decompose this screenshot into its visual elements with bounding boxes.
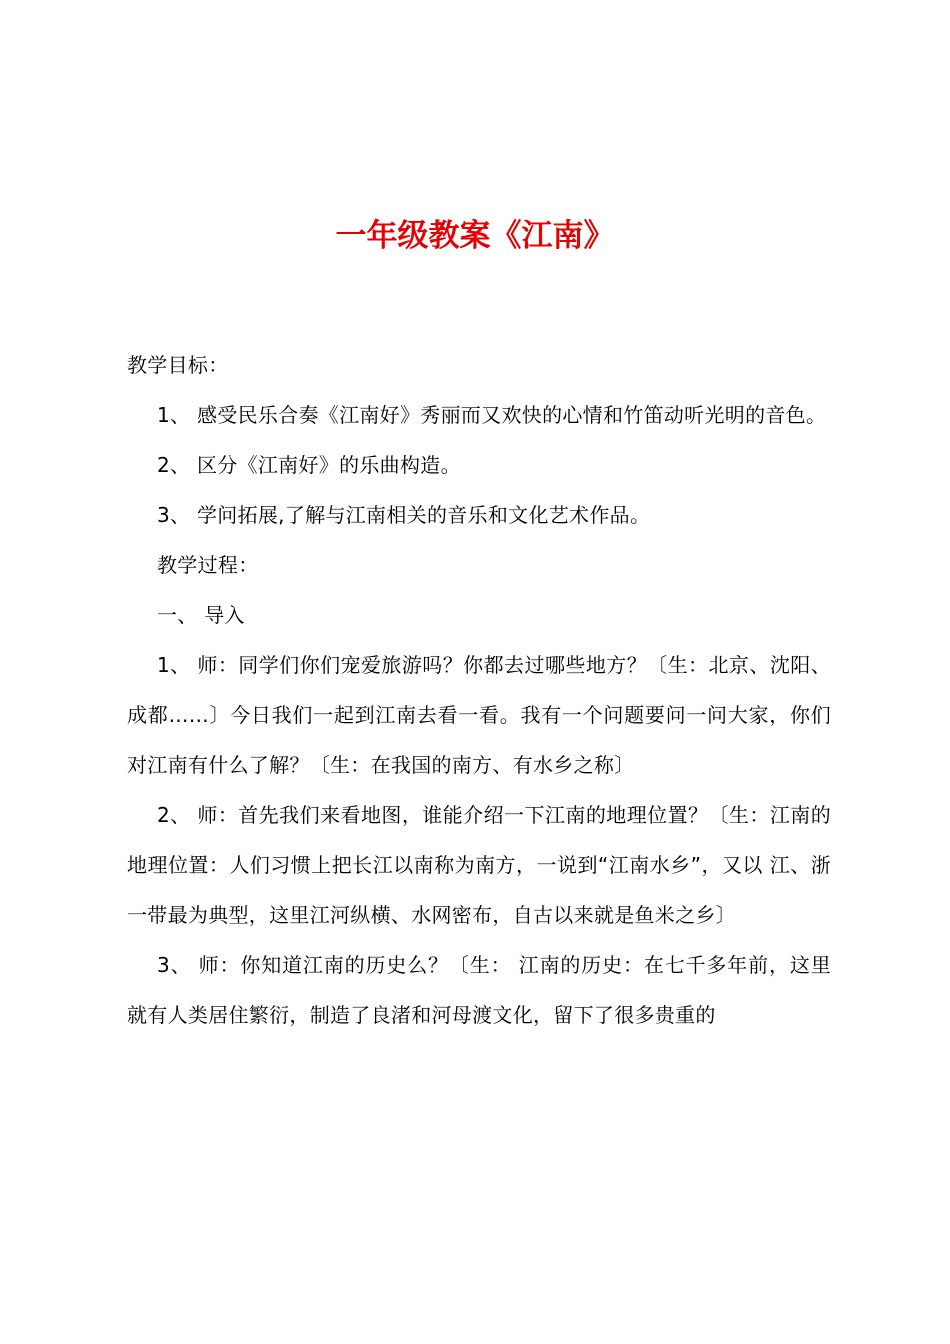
paragraph: 教学过程： <box>157 553 259 577</box>
paragraph: 2、 师：首先我们来看地图，谁能介绍一下江南的地理位置？〔生：江南的地理位置：人们习惯上把长江以南称为南方，一说到“江南水乡”，又以 江、浙一带最为典型，这里江河纵横、水网密布，自古以来就是鱼米之乡〕 <box>127 803 831 927</box>
paragraph: 1、 师：同学们你们宠爱旅游吗？你都去过哪些地方？〔生：北京、沈阳、成都……〕今日我们一起到江南去看一看。我有一个问题要问一问大家，你们对江南有什么了解？〔生：在我国的南方、有水乡之称〕 <box>127 653 831 777</box>
paragraph: 3、 学问拓展,了解与江南相关的音乐和文化艺术作品。 <box>157 503 651 527</box>
paragraph: 教学目标： <box>127 353 229 377</box>
paragraph: 3、 师：你知道江南的历史么？〔生： 江南的历史：在七千多年前，这里就有人类居住繁衍，制造了良渚和河母渡文化，留下了很多贵重的 <box>127 953 831 1027</box>
paragraph: 2、 区分《江南好》的乐曲构造。 <box>157 453 461 477</box>
document-body <box>127 340 831 1040</box>
paragraph: 一、 导入 <box>157 603 245 627</box>
document-title: 一年级教案《江南》 <box>335 218 615 254</box>
paragraph: 1、 感受民乐合奏《江南好》秀丽而又欢快的心情和竹笛动听光明的音色。 <box>157 403 827 427</box>
